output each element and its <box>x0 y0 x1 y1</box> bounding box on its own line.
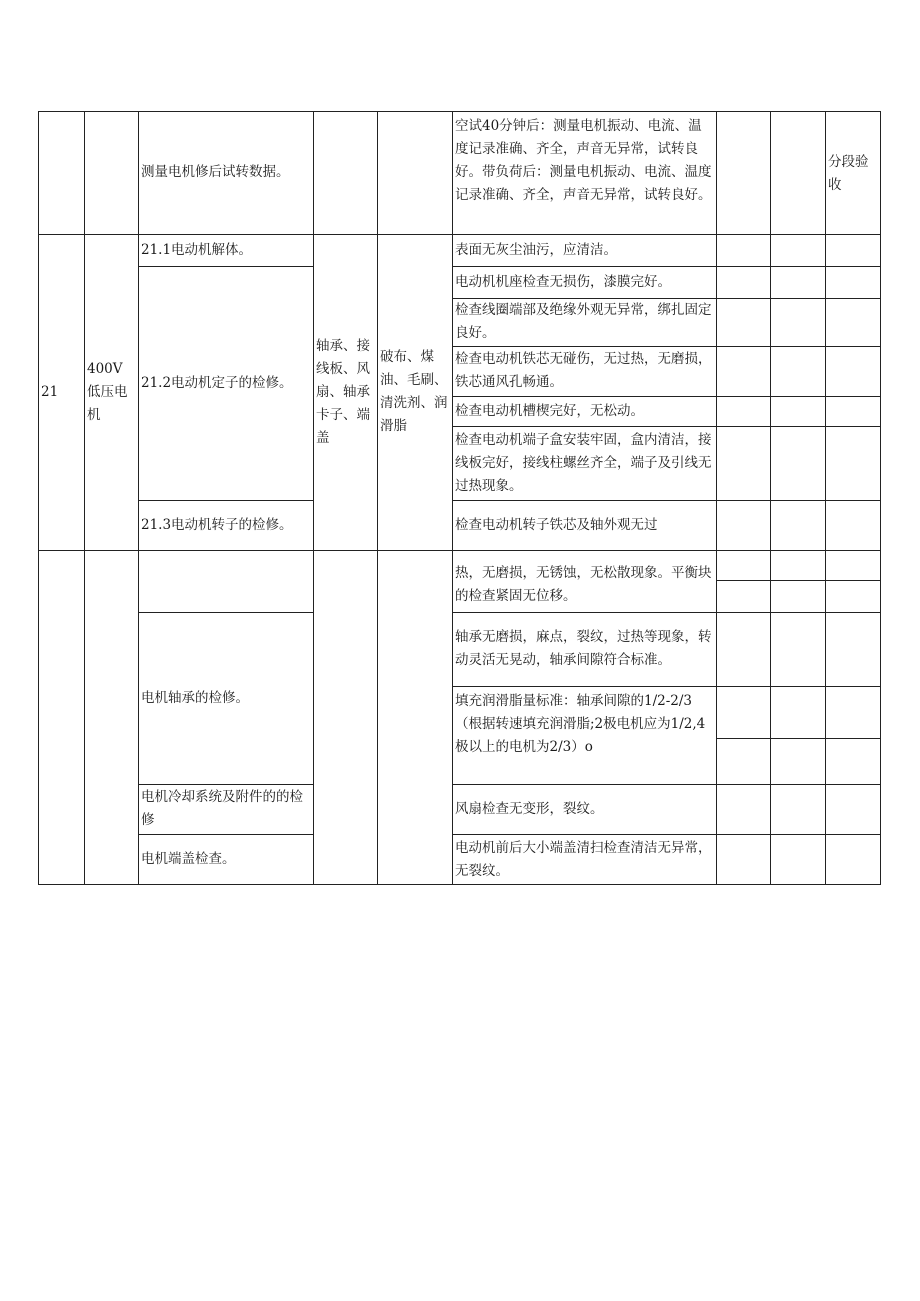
col-line-8 <box>825 111 826 885</box>
remark-acceptance: 分段验收 <box>828 154 869 193</box>
standard-b-6: 检查电动机转子铁芯及轴外观无过 <box>455 516 658 533</box>
proc-line-5 <box>138 834 313 835</box>
standard-c-3: 风扇检查无变形，裂纹。 <box>455 800 604 817</box>
standard-test-run: 空试40分钟后：测量电机振动、电流、温度记录准确、齐全，声音无异常，试转良好。带负荷后：测量电机振动、电流、温度记录准确、齐全，声音无异常，试转良好。 <box>455 118 712 203</box>
col-line-3 <box>313 111 314 885</box>
standard-c-2: 填充润滑脂量标准：轴承间隙的1/2-2/3（根据转速填充润滑脂;2极电机应为1/2,4极以上的电机为2/3）o <box>455 693 706 755</box>
standard-b-1: 电动机机座检查无损伤，漆膜完好。 <box>455 273 671 290</box>
standard-c-0: 热，无磨损，无锈蚀，无松散现象。平衡块的检查紧固无位移。 <box>455 565 712 604</box>
std-line-9 <box>452 784 881 785</box>
std-line-3 <box>452 346 881 347</box>
border-top <box>38 111 881 112</box>
standard-c-1: 轴承无磨损，麻点，裂纹，过热等现象，转动灵活无晃动，轴承间隙符合标准。 <box>455 629 712 668</box>
standard-b-5: 检查电动机端子盒安装牢固，盒内清洁，接线板完好，接线柱螺丝齐全，端子及引线无过热现象。 <box>455 431 712 494</box>
procedure-21-2: 21.2电动机定子的检修。 <box>141 374 293 391</box>
right-sub-line-2 <box>716 738 881 739</box>
spare-parts: 轴承、接线板、风扇、轴承卡子、端盖 <box>316 337 370 446</box>
procedure-21-3: 21.3电动机转子的检修。 <box>141 516 293 533</box>
procedure-test-run: 测量电机修后试转数据。 <box>141 164 290 180</box>
border-bottom <box>38 884 881 885</box>
std-line-7 <box>452 612 881 613</box>
standard-b-0: 表面无灰尘油污，应清洁。 <box>455 241 617 258</box>
border-right <box>880 111 881 885</box>
col-line-5 <box>452 111 453 885</box>
standard-b-3: 检查电动机铁芯无碰伤，无过热，无磨损，铁芯通风孔畅通。 <box>455 351 712 390</box>
equipment-name: 400V低压电机 <box>87 360 128 423</box>
standard-c-4: 电动机前后大小端盖清扫检查清洁无异常，无裂纹。 <box>455 839 712 879</box>
right-sub-line-1 <box>716 580 881 581</box>
col-line-4 <box>377 111 378 885</box>
col-line-7 <box>770 111 771 885</box>
std-line-2 <box>452 298 881 299</box>
row-divider-b-c <box>38 550 881 551</box>
consumables: 破布、煤油、毛刷、清洗剂、润滑脂 <box>380 349 448 434</box>
proc-line-2 <box>138 500 313 501</box>
border-left <box>38 111 39 885</box>
procedure-bearing: 电机轴承的检修。 <box>141 689 249 706</box>
std-line-6 <box>452 500 881 501</box>
procedure-21-1: 21.1电动机解体。 <box>141 241 253 258</box>
std-line-1 <box>452 266 881 267</box>
standard-b-2: 检查线圈端部及绝缘外观无异常，绑扎固定良好。 <box>455 302 712 341</box>
maintenance-table <box>38 111 881 885</box>
proc-line-3 <box>138 612 313 613</box>
std-line-10 <box>452 834 881 835</box>
proc-line-1 <box>138 266 313 267</box>
item-number: 21 <box>41 383 59 400</box>
std-line-4 <box>452 396 881 397</box>
standard-b-4: 检查电动机槽楔完好，无松动。 <box>455 402 644 419</box>
std-line-8 <box>452 686 881 687</box>
col-line-1 <box>84 111 85 885</box>
procedure-cooling: 电机冷却系统及附件的的检修 <box>141 789 303 828</box>
proc-line-4 <box>138 784 313 785</box>
row-divider-a-b <box>38 234 881 235</box>
col-line-6 <box>716 111 717 885</box>
procedure-end-cover: 电机端盖检查。 <box>141 851 236 867</box>
std-line-5 <box>452 426 881 427</box>
col-line-2 <box>138 111 139 885</box>
